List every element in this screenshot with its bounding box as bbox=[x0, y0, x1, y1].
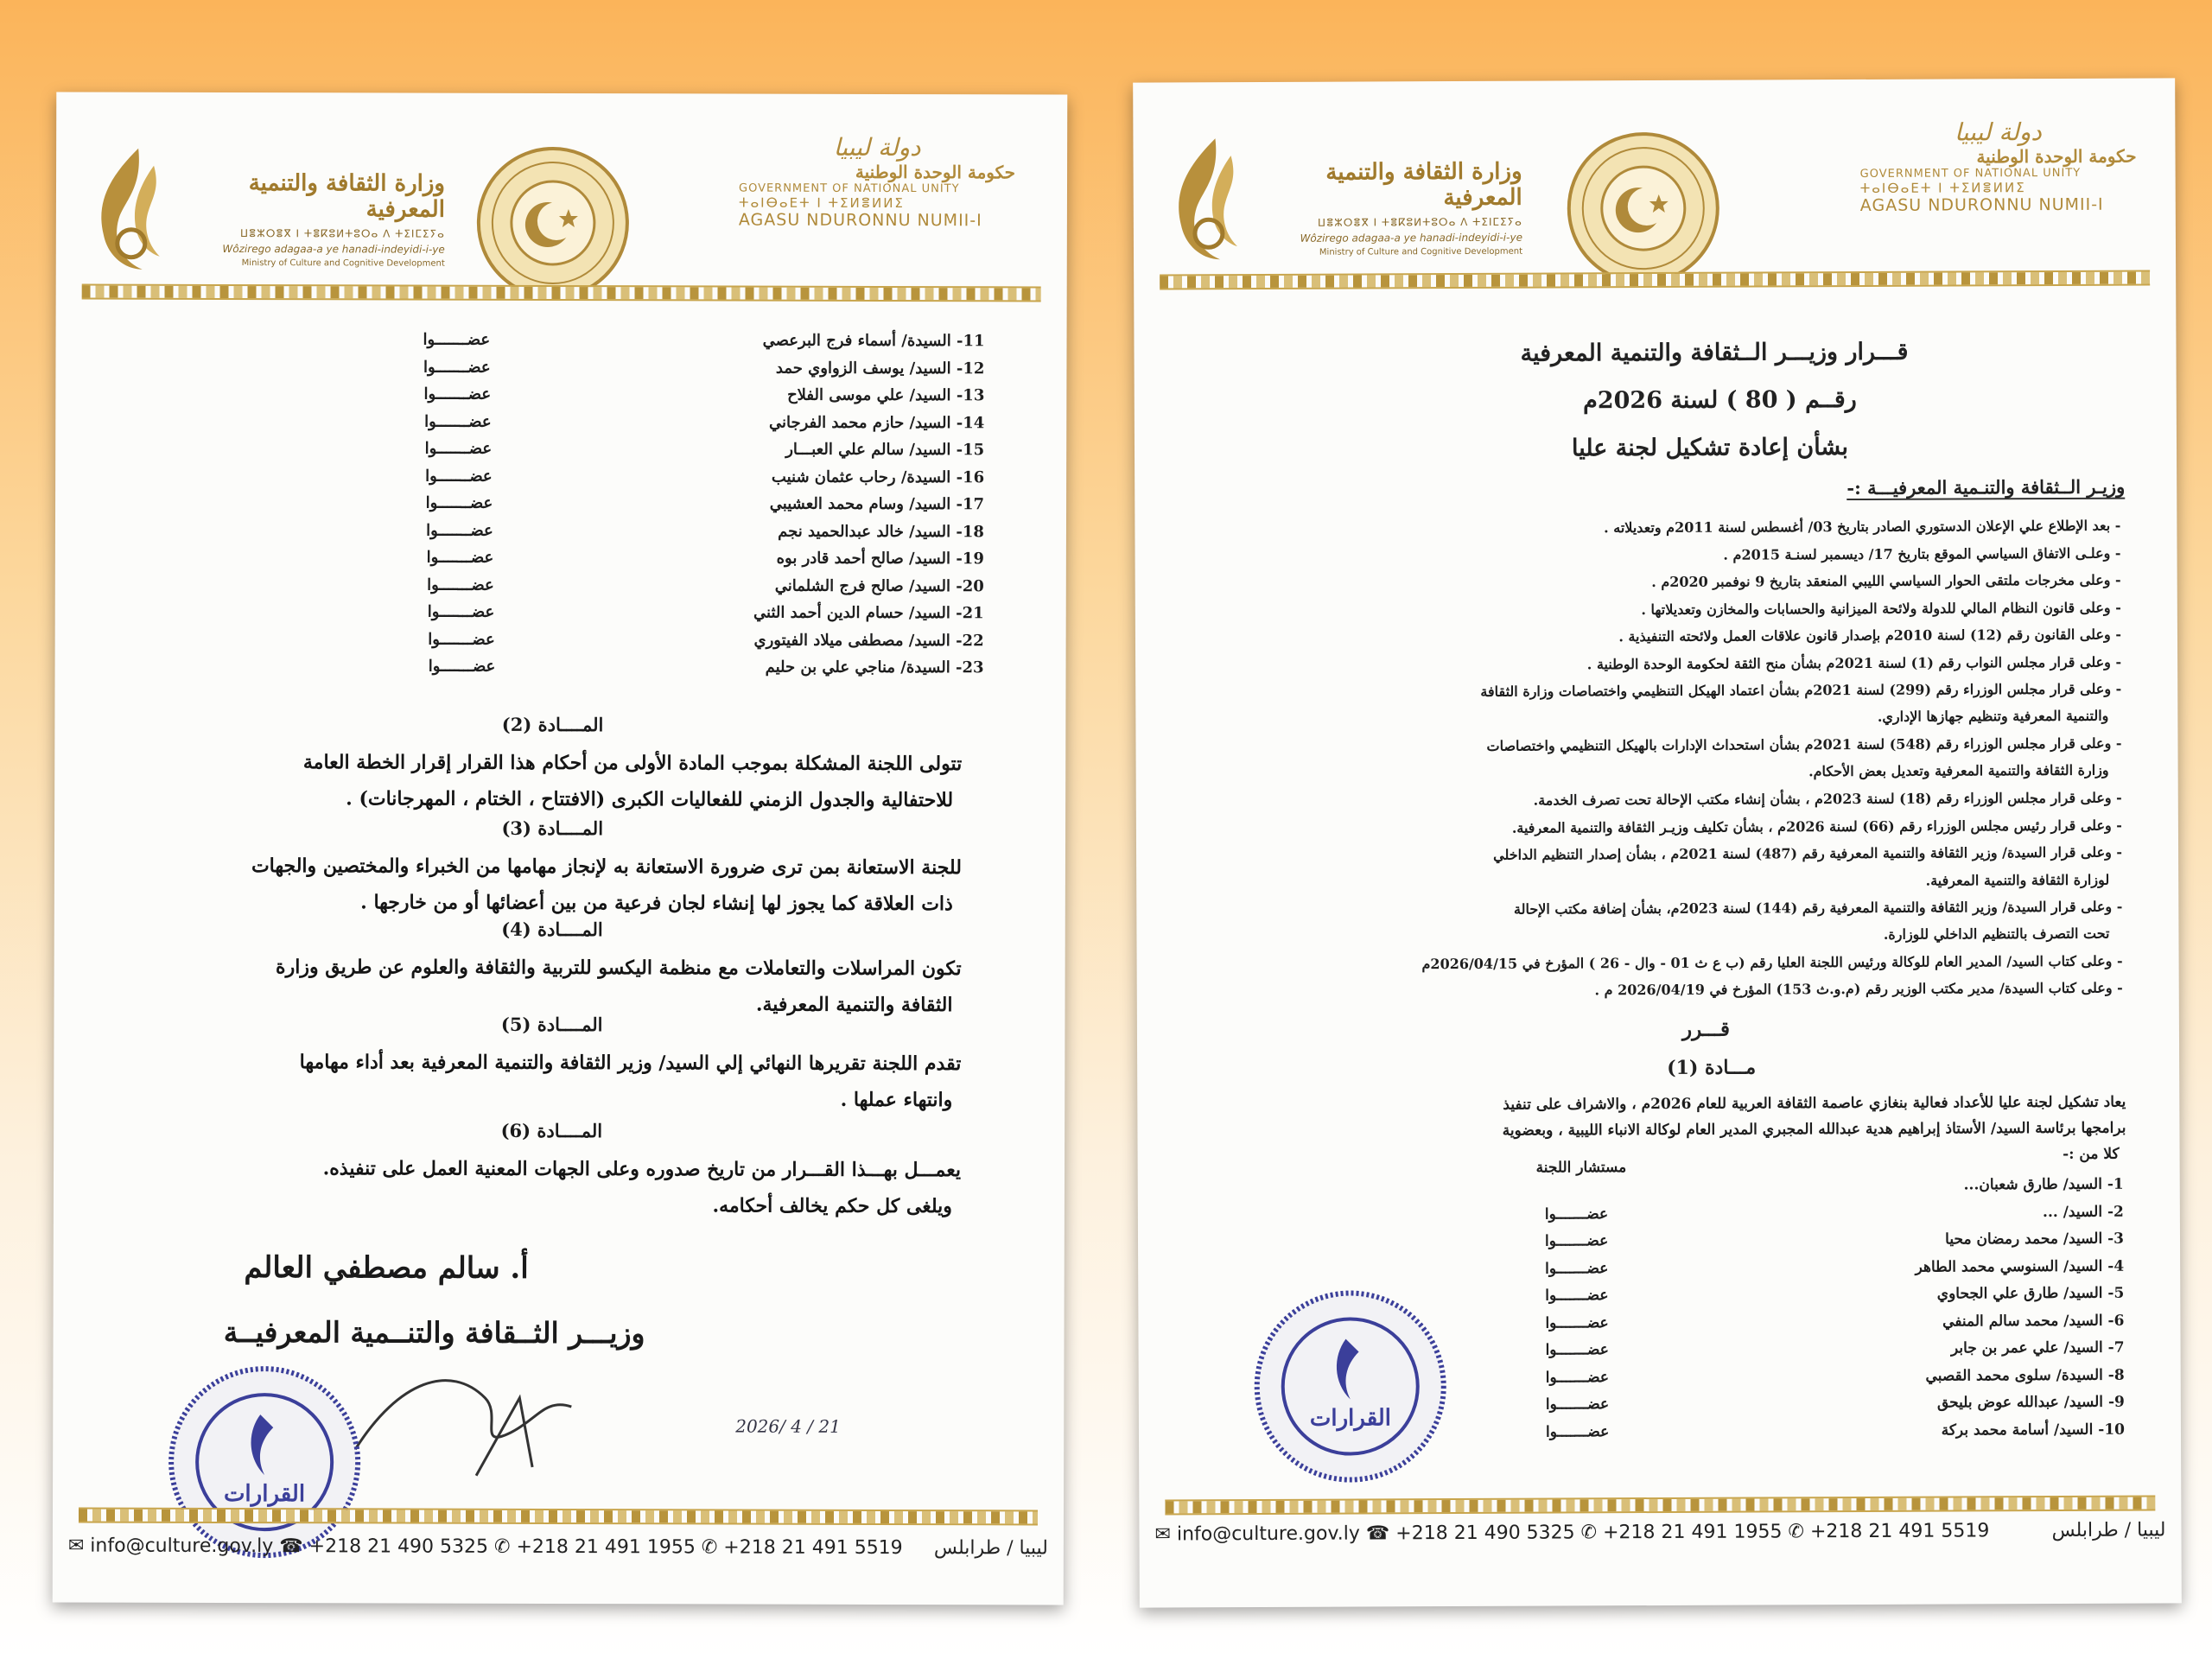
article-body-line: للاحتفالية والجدول الزمني للفعاليات الكبرى (الافتتاح ، الختام ، المهرجانات) . bbox=[346, 787, 954, 812]
member-name-text: السيد/ حسام الدين أحمد الثني bbox=[753, 603, 950, 623]
member-role: عضـــــــوا bbox=[426, 548, 494, 567]
member-number: 6 bbox=[2113, 1312, 2125, 1330]
letterhead bbox=[56, 92, 1068, 302]
member-name: 21- السيد/ حسام الدين أحمد الثني bbox=[753, 603, 984, 623]
member-role: عضـــــــوا bbox=[1545, 1368, 1610, 1387]
ministry-name-english: Ministry of Culture and Cognitive Development bbox=[1319, 246, 1523, 257]
member-role: عضـــــــوا bbox=[427, 575, 494, 594]
fax-icon: ☎ bbox=[279, 1535, 309, 1558]
member-row bbox=[1536, 1203, 2124, 1231]
government-name-arabic: حكومة الوحدة الوطنية bbox=[855, 161, 1016, 183]
member-name: 11- السيدة/ أسماء فرج البرعصي bbox=[762, 331, 985, 351]
email-icon: ✉ bbox=[1154, 1523, 1171, 1546]
mobile-icon: ✆ bbox=[1788, 1521, 1810, 1543]
ministry-brand bbox=[1154, 129, 1523, 277]
ministry-name-arabic: وزارة الثقافة والتنمية المعرفية bbox=[248, 170, 446, 223]
member-name: 17- السيد/ وسام محمد العشيبي bbox=[769, 494, 985, 514]
member-name-text: السيدة/ مناجي علي بن حليم bbox=[765, 658, 950, 677]
minister-heading: وزيـر الــثقافة والتنـمية المعرفيـــة :- bbox=[1847, 475, 2126, 499]
ministry-name-tifinagh: ⵡⴻⵣⵔⴻⴳ ⵏ ⵜⴻⴽⵓⵍⵜⵓⵔⴰ ⴷ ⵜⵉⵏⵎⵉⵢⴰ bbox=[240, 227, 445, 240]
member-name-text: السيد/ سالم علي العبـــار bbox=[785, 440, 951, 460]
member-number: 1 bbox=[2113, 1175, 2124, 1193]
member-name-text: السيدة/ رحاب عثمان شنيب bbox=[771, 467, 951, 486]
member-name-text: السيد/ يوسف الزواوي حمد bbox=[775, 359, 951, 378]
footer-contacts bbox=[68, 1535, 903, 1560]
decision-subject: بشأن إعادة تشكيل لجنة عليا bbox=[1571, 434, 1849, 462]
member-name-text: السيد/ صالح فرج الشلماني bbox=[774, 576, 951, 595]
recital-line: - وعلى قرار السيدة/ وزير الثقافة والتنمية المعرفية رقم (144) لسنة 2023م، بشأن إضافة مكتب الإحالة bbox=[1513, 898, 2123, 918]
minister-signature-name: أ. سالم مصطفي العالم bbox=[244, 1250, 529, 1286]
article-body-line: ويلغى كل حكم يخالف أحكامه. bbox=[712, 1194, 952, 1218]
member-row bbox=[327, 412, 984, 440]
recital-line: - وعلى القانون رقم (12) لسنة 2010م بإصدار قانون علاقات العمل ولائحته التنفيذية . bbox=[1618, 626, 2121, 645]
government-name-tifinagh: ⵜⴰⵏⴱⴰⴹⵜ ⵏ ⵜⵉⵍⴻⵍⵍⵉ bbox=[738, 194, 905, 212]
government-brand bbox=[1859, 118, 2136, 215]
member-number: 8 bbox=[2113, 1366, 2125, 1384]
member-number: 10 bbox=[2104, 1421, 2126, 1439]
recital-line: - وعلى قرار السيدة/ وزير الثقافة والتنمية المعرفية رقم (487) لسنة 2021م ، بشأن إصدار التنظيم الداخلي bbox=[1493, 843, 2123, 863]
libya-wordmark: دولة ليبيا bbox=[1954, 118, 2042, 147]
member-number: 13 bbox=[963, 386, 985, 405]
member-row bbox=[327, 657, 984, 684]
ministry-name-latin: Wôzirego adagaa-a ye hanadi-indeyidi-i-ye bbox=[222, 242, 445, 256]
member-row bbox=[327, 630, 984, 658]
member-role: مستشار اللجنة bbox=[1535, 1159, 1627, 1177]
ministry-brand bbox=[78, 140, 446, 288]
member-role: عضـــــــوا bbox=[426, 521, 493, 540]
government-name-english: GOVERNMENT OF NATIONAL UNITY bbox=[738, 181, 960, 196]
member-name-text: السيد/ أسامة محمد بركة bbox=[1941, 1421, 2094, 1440]
footer-address: ليبيا / طرابلس bbox=[2051, 1519, 2166, 1542]
libya-wordmark: دولة ليبيا bbox=[833, 132, 921, 162]
handwritten-date: 2026/ 4 / 21 bbox=[735, 1415, 841, 1437]
government-name-amazigh: AGASU NDURONNU NUMII-I bbox=[1859, 194, 2104, 215]
footer-address: ليبيا / طرابلس bbox=[933, 1537, 1048, 1560]
member-name: 9- السيد/ عبدالله عوض بليحق bbox=[1936, 1393, 2125, 1412]
footer-divider bbox=[1165, 1495, 2155, 1515]
member-name-text: السيد/ وسام محمد العشيبي bbox=[769, 494, 951, 514]
member-role: عضـــــــوا bbox=[1545, 1287, 1609, 1305]
recital-line: - بعد الإطلاع علي الإعلان الدستوري الصادر بتاريخ 03/ أغسطس لسنة 2011م وتعديلاته . bbox=[1604, 517, 2121, 537]
footer-phone-2: +218 21 491 5519 bbox=[1809, 1520, 1990, 1543]
flame-logo-icon bbox=[1154, 130, 1250, 268]
member-number: 11 bbox=[963, 332, 985, 351]
member-row bbox=[1536, 1312, 2124, 1340]
phone-icon: ✆ bbox=[494, 1535, 517, 1558]
recital-line: - وعلى مخرجات ملتقى الحوار السياسي الليبي المنعقد بتاريخ 9 نوفمبر 2020م . bbox=[1651, 571, 2121, 591]
letterhead bbox=[1133, 78, 2176, 289]
ministry-name-tifinagh: ⵡⴻⵣⵔⴻⴳ ⵏ ⵜⴻⴽⵓⵍⵜⵓⵔⴰ ⴷ ⵜⵉⵏⵎⵉⵢⴰ bbox=[1318, 215, 1522, 229]
article-body-line: ذات العلاقة كما يجوز لها إنشاء لجان فرعية من بين أعضائها أو من خارجها . bbox=[360, 891, 953, 916]
fax-icon: ☎ bbox=[1365, 1522, 1396, 1545]
member-row bbox=[1537, 1394, 2125, 1422]
article-heading: المــــادة (3) bbox=[501, 817, 604, 840]
member-number: 16 bbox=[963, 467, 985, 486]
article-body-line: الثقافة والتنمية المعرفية. bbox=[755, 993, 953, 1017]
member-number: 21 bbox=[962, 604, 984, 623]
article-body-line: تتولى اللجنة المشكلة بموجب المادة الأولى من أحكام هذا القرار إقرار الخطة العامة bbox=[302, 751, 963, 776]
recital-line: لوزارة الثقافة والتنمية المعرفية. bbox=[1925, 871, 2110, 889]
government-name-amazigh: AGASU NDURONNU NUMII-I bbox=[738, 210, 982, 231]
recital-line: - وعلـى الاتفاق السياسي الموقع بتاريخ 17/ ديسمبر لسنـة 2015م . bbox=[1723, 544, 2121, 563]
footer-divider bbox=[79, 1508, 1038, 1526]
member-role: عضـــــــوا bbox=[424, 439, 493, 458]
member-number: 19 bbox=[962, 550, 984, 569]
official-stamp-icon bbox=[165, 1363, 365, 1562]
member-name-text: السيدة/ أسماء فرج البرعصي bbox=[762, 331, 951, 351]
member-name-text: السيد/ محمد سالم المنفي bbox=[1942, 1312, 2103, 1331]
member-name: 7- السيد/ علي عمر بن جابر bbox=[1950, 1338, 2125, 1357]
member-row bbox=[327, 467, 984, 494]
member-number: 4 bbox=[2113, 1257, 2125, 1275]
member-name: 20- السيد/ صالح فرج الشلماني bbox=[774, 576, 984, 595]
member-name: 3- السيد/ محمد رمضان محيا bbox=[1945, 1230, 2125, 1249]
stamp-label: القرارات bbox=[1309, 1405, 1392, 1432]
article-heading: المــــادة (5) bbox=[500, 1013, 603, 1036]
member-row bbox=[327, 493, 984, 521]
member-number: 7 bbox=[2113, 1338, 2125, 1357]
member-role: عضـــــــوا bbox=[423, 330, 491, 349]
member-row bbox=[1536, 1285, 2124, 1313]
member-name: 16- السيدة/ رحاب عثمان شنيب bbox=[771, 467, 985, 486]
decision-number: رقــم ( 80 ) لسنة 2026م bbox=[1583, 385, 1857, 415]
government-name-english: GOVERNMENT OF NATIONAL UNITY bbox=[1859, 166, 2082, 181]
contact-footer bbox=[68, 1535, 1048, 1576]
government-name-tifinagh: ⵜⴰⵏⴱⴰⴹⵜ ⵏ ⵜⵉⵍⴻⵍⵍⵉ bbox=[1859, 180, 2026, 196]
member-row bbox=[1536, 1230, 2124, 1259]
recital-line: والتنمية المعرفية وتنظيم جهازها الإداري. bbox=[1877, 707, 2109, 725]
member-row bbox=[1536, 1257, 2124, 1286]
header-divider bbox=[1160, 270, 2150, 290]
handwritten-signature-icon bbox=[346, 1345, 588, 1484]
recital-line: - وعلى كتاب السيدة/ مدير مكتب الوزير رقم (م.و.ث 153) المؤرخ في 2026/04/19 م . bbox=[1594, 979, 2123, 999]
member-number: 3 bbox=[2113, 1230, 2125, 1248]
government-seal-icon bbox=[475, 145, 631, 301]
member-role: عضـــــــوا bbox=[428, 657, 496, 676]
member-name-text: السيد/ محمد رمضان محيا bbox=[1945, 1230, 2103, 1249]
member-role: عضـــــــوا bbox=[425, 467, 493, 486]
member-name: 4- السيد/ السنوسي محمد الطاهر bbox=[1915, 1257, 2125, 1276]
footer-email: info@culture.gov.ly bbox=[90, 1535, 274, 1558]
member-role: عضـــــــوا bbox=[1545, 1422, 1610, 1441]
government-name-arabic: حكومة الوحدة الوطنية bbox=[1976, 145, 2137, 168]
article-body-line: تقدم اللجنة تقريرها النهائي إلي السيد/ وزير الثقافة والتنمية المعرفية بعد أداء مهامها bbox=[299, 1051, 962, 1076]
member-row bbox=[1537, 1339, 2125, 1368]
member-number: 5 bbox=[2113, 1284, 2125, 1302]
member-number: 2 bbox=[2113, 1203, 2124, 1221]
government-brand bbox=[739, 133, 1015, 231]
member-number: 22 bbox=[962, 631, 984, 650]
footer-fax: +218 21 490 5325 bbox=[1395, 1522, 1575, 1545]
flame-logo-icon bbox=[78, 140, 173, 278]
decision-title: قـــرار وزيـــر الــثقافة والتنمية المعرفية bbox=[1520, 338, 1909, 367]
recital-line: - وعلى قرار مجلس الوزراء رقم (18) لسنة 2023م ، بشأن إنشاء مكتب الإحالة تحت تصرف الخدمة. bbox=[1533, 789, 2122, 809]
member-name: 2- السيد/ ... bbox=[2042, 1203, 2124, 1221]
member-row bbox=[327, 602, 984, 630]
member-row bbox=[1537, 1421, 2125, 1449]
footer-email: info@culture.gov.ly bbox=[1176, 1522, 1360, 1546]
recital-line: تحت التصرف بالتنظيم الداخلي للوزارة. bbox=[1883, 925, 2110, 943]
member-name-text: السيد/ طارق علي الجحاوي bbox=[1936, 1284, 2103, 1303]
member-role: عضـــــــوا bbox=[1545, 1313, 1609, 1332]
article-body-line: يعمـــل بهـــذا القـــرار من تاريخ صدوره وعلى الجهات المعنية العمل على تنفيذه. bbox=[322, 1157, 962, 1182]
article-heading: المــــادة (6) bbox=[500, 1119, 603, 1142]
government-seal-icon bbox=[1565, 130, 1721, 287]
member-row bbox=[327, 548, 984, 575]
recital-line: - وعلى كتاب السيد/ المدير العام للوكالة ورئيس اللجنة العليا رقم (ب ع ث 01 - وال - 26 ) المؤرخ في 2026/04/15م bbox=[1421, 952, 2123, 973]
phone-icon: ✆ bbox=[1580, 1522, 1604, 1544]
document-page-right bbox=[1133, 78, 2182, 1607]
member-name-text: السيد/ طارق شعبان... bbox=[1963, 1175, 2102, 1194]
member-number: 18 bbox=[962, 522, 984, 541]
recital-line: - وعلى قرار مجلس النواب رقم (1) لسنة 2021م بشأن منح الثقة لحكومة الوحدة الوطنية . bbox=[1586, 653, 2122, 673]
member-name: 14- السيد/ حازم محمد الفرجاني bbox=[768, 413, 985, 432]
mobile-icon: ✆ bbox=[701, 1536, 724, 1559]
member-number: 17 bbox=[962, 495, 985, 514]
article-1-heading: مـــادة (1) bbox=[1667, 1056, 1757, 1079]
member-name: 12- السيد/ يوسف الزواوي حمد bbox=[775, 359, 985, 378]
recital-line: - وعلى قرار مجلس الوزراء رقم (548) لسنة 2021م بشأن استحداث الإدارات بالهيكل التنظيمي واختصاصات bbox=[1486, 734, 2122, 754]
member-name-text: السيد/ صالح أحمد قادر بوه bbox=[776, 549, 951, 569]
contact-footer bbox=[1154, 1519, 2165, 1561]
footer-fax: +218 21 490 5325 bbox=[308, 1535, 489, 1558]
footer-phone-2: +218 21 491 5519 bbox=[723, 1536, 903, 1560]
member-number: 23 bbox=[962, 658, 984, 677]
article-heading: المــــادة (2) bbox=[501, 713, 604, 736]
member-number: 12 bbox=[963, 359, 985, 378]
member-row bbox=[327, 385, 984, 412]
member-name: 13- السيد/ علي موسى الفلاح bbox=[787, 385, 985, 405]
member-role: عضـــــــوا bbox=[424, 412, 492, 431]
member-name: 23- السيدة/ مناجي علي بن حليم bbox=[765, 658, 984, 677]
ministry-name-arabic: وزارة الثقافة والتنمية المعرفية bbox=[1325, 158, 1522, 212]
member-row bbox=[327, 575, 984, 603]
recital-line: - وعلى قانون النظام المالي للدولة ولائحة الميزانية والحسابات والمخازن وتعديلاتها . bbox=[1641, 599, 2121, 619]
member-row bbox=[1535, 1159, 2124, 1205]
document-page-left bbox=[53, 92, 1068, 1605]
member-name-text: السيد/ علي موسى الفلاح bbox=[787, 385, 951, 405]
member-name: 1- السيد/ طارق شعبان... bbox=[1963, 1175, 2124, 1194]
member-number: 20 bbox=[962, 576, 984, 595]
member-name: 22- السيد/ مصطفى ميلاد الفيتوري bbox=[753, 631, 984, 650]
recital-line: وزارة الثقافة والتنمية المعرفية وتعديل بعض الأحكام. bbox=[1808, 761, 2109, 780]
ministry-name-latin: Wôzirego adagaa-a ye hanadi-indeyidi-i-ye bbox=[1300, 231, 1522, 245]
footer-phone-1: +218 21 491 1955 bbox=[1603, 1521, 1783, 1544]
member-row bbox=[1537, 1366, 2125, 1395]
member-row bbox=[327, 358, 984, 385]
member-name: 15- السيد/ سالم علي العبـــار bbox=[785, 440, 985, 460]
minister-signature-title: وزيـــر الثــقافة والتنــمية المعرفيــة bbox=[223, 1314, 645, 1351]
member-role: عضـــــــوا bbox=[1544, 1205, 1609, 1224]
member-role: عضـــــــوا bbox=[425, 493, 493, 512]
article-body-line: تكون المراسلات والتعاملات مع منظمة اليكسو للتربية والثقافة والعلوم عن طريق وزارة bbox=[276, 956, 962, 981]
member-role: عضـــــــوا bbox=[427, 602, 495, 621]
member-role: عضـــــــوا bbox=[428, 630, 495, 649]
member-name: 5- السيد/ طارق علي الجحاوي bbox=[1936, 1284, 2125, 1303]
member-role: عضـــــــوا bbox=[1545, 1341, 1609, 1359]
decided-heading: قـــرر bbox=[1681, 1017, 1731, 1041]
member-name: 10- السيد/ أسامة محمد بركة bbox=[1941, 1421, 2126, 1440]
member-name-text: السيد/ ... bbox=[2042, 1203, 2103, 1221]
ministry-name-english: Ministry of Culture and Cognitive Development bbox=[241, 258, 445, 269]
member-name-text: السيد/ خالد عبدالحميد نجم bbox=[778, 522, 951, 541]
member-role: عضـــــــوا bbox=[1544, 1232, 1609, 1250]
article-heading: المــــادة (4) bbox=[501, 918, 603, 941]
stamp-label: القرارات bbox=[223, 1480, 306, 1508]
member-row bbox=[327, 521, 984, 549]
footer-phone-1: +218 21 491 1955 bbox=[516, 1535, 696, 1559]
member-row bbox=[327, 330, 984, 358]
member-name: 18- السيد/ خالد عبدالحميد نجم bbox=[778, 522, 984, 541]
email-icon: ✉ bbox=[67, 1535, 85, 1557]
member-role: عضـــــــوا bbox=[423, 358, 491, 377]
member-name-text: السيد/ علي عمر بن جابر bbox=[1950, 1338, 2103, 1357]
header-divider bbox=[82, 284, 1041, 302]
article-body-line: وانتهاء عملها . bbox=[840, 1088, 953, 1112]
article-1-line: كلا من :- bbox=[2063, 1145, 2120, 1163]
member-name-text: السيد/ السنوسي محمد الطاهر bbox=[1915, 1257, 2103, 1276]
article-1-line: يعاد تشكيل لجنة عليا للأعداد فعالية بنغازي عاصمة الثقافة العربية للعام 2026م ، والاشراف على تنفيذ bbox=[1503, 1093, 2126, 1114]
member-name-text: السيدة/ سلوى محمد القصبي bbox=[1925, 1366, 2103, 1385]
member-row bbox=[327, 439, 984, 467]
member-number: 14 bbox=[963, 413, 985, 432]
member-name-text: السيد/ عبدالله عوض بليحق bbox=[1936, 1393, 2104, 1412]
official-stamp-icon bbox=[1250, 1287, 1450, 1486]
member-name-text: السيد/ مصطفى ميلاد الفيتوري bbox=[753, 631, 950, 650]
member-role: عضـــــــوا bbox=[1545, 1395, 1610, 1414]
member-name-text: السيد/ حازم محمد الفرجاني bbox=[768, 413, 951, 432]
member-number: 15 bbox=[963, 441, 985, 460]
recital-line: - وعلى قرار رئيس مجلس الوزراء رقم (66) لسنة 2026م ، بشأن تكليف وزيـر الثقافة والتنمية المعرفية. bbox=[1511, 817, 2122, 836]
member-role: عضـــــــوا bbox=[423, 385, 492, 404]
article-1-line: برامجها برئاسة السيد/ الأستاذ إبراهيم هدية عبدالله المجبري المدير العام لوكالة الانباء الليبية ، وبعضوية bbox=[1502, 1119, 2126, 1140]
recital-line: - وعلى قرار مجلس الوزراء رقم (299) لسنة 2021م بشأن اعتماد الهيكل التنظيمي واختصاصات وزارة الثقافة bbox=[1480, 680, 2122, 700]
article-body-line: للجنة الاستعانة بمن ترى ضرورة الاستعانة به لإنجاز مهامها من الخبراء والمختصين والجهات bbox=[251, 855, 962, 880]
member-role: عضـــــــوا bbox=[1545, 1259, 1609, 1278]
member-name: 6- السيد/ محمد سالم المنفي bbox=[1942, 1312, 2125, 1331]
member-name: 8- السيدة/ سلوى محمد القصبي bbox=[1925, 1366, 2125, 1385]
member-number: 9 bbox=[2113, 1393, 2125, 1411]
member-name: 19- السيد/ صالح أحمد قادر بوه bbox=[776, 549, 984, 569]
footer-contacts bbox=[1154, 1520, 1989, 1545]
